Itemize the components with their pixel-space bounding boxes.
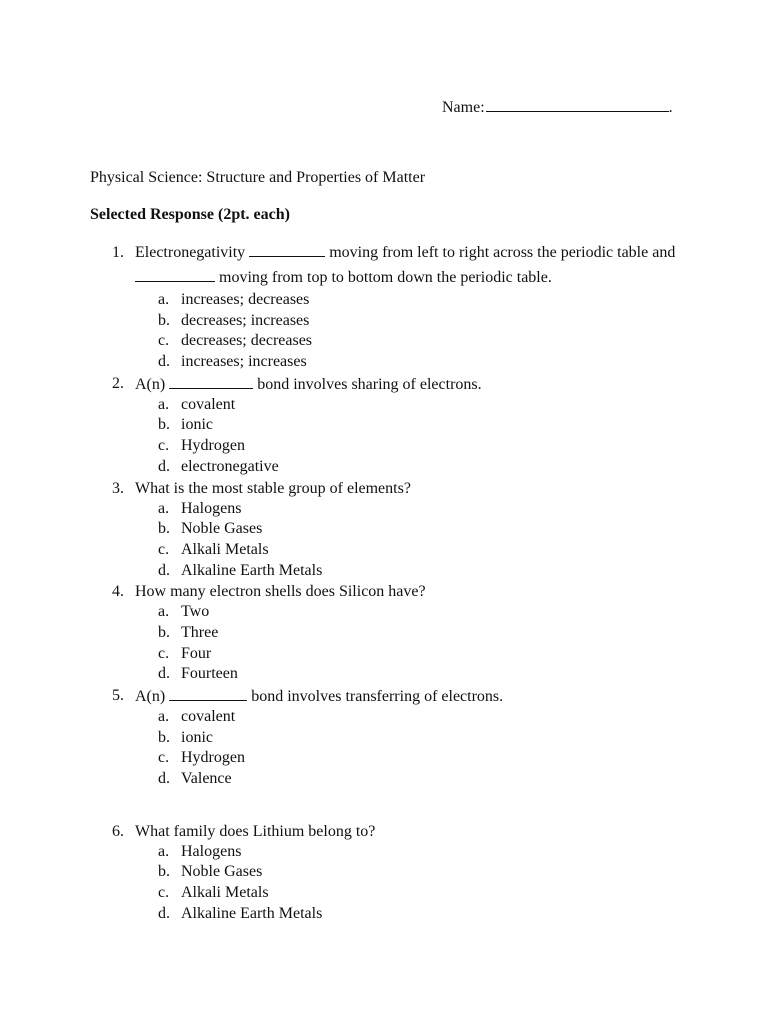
option-letter: d. (158, 904, 170, 922)
answer-blank (249, 241, 325, 257)
question-text (135, 685, 708, 707)
option-text: decreases; decreases (181, 332, 313, 350)
option-d (0, 561, 768, 582)
question-text-part: How many electron shells does Silicon have? (135, 583, 426, 601)
option-text: Fourteen (181, 665, 238, 683)
question-3 (0, 478, 768, 582)
option-letter: c. (158, 644, 170, 662)
option-c (0, 331, 768, 352)
option-text: covalent (181, 708, 236, 725)
question-4 (0, 581, 768, 685)
option-letter: c. (158, 540, 170, 558)
option-text: increases; decreases (181, 291, 310, 308)
question-list (0, 240, 768, 925)
option-text: Hydrogen (181, 437, 245, 455)
question-text (135, 373, 708, 395)
option-letter: b. (158, 311, 170, 329)
option-text: Four (181, 644, 212, 662)
answer-blank (169, 373, 253, 389)
spacer (0, 790, 768, 821)
option-a (0, 290, 768, 311)
option-letter: c. (158, 884, 170, 902)
option-text: Alkali Metals (181, 540, 269, 558)
question-text-part: A(n) (135, 688, 170, 705)
option-a (0, 707, 768, 728)
question-text-part: What is the most stable group of elements? (135, 479, 411, 497)
option-text: Two (181, 603, 210, 621)
option-b (0, 415, 768, 436)
option-b (0, 862, 768, 883)
option-letter: b. (158, 416, 170, 434)
name-field (442, 95, 673, 118)
option-a (0, 499, 768, 520)
question-number: 1. (112, 244, 124, 261)
option-d (0, 457, 768, 478)
option-letter: a. (158, 395, 170, 413)
option-c (0, 644, 768, 665)
option-text: Noble Gases (181, 520, 263, 538)
option-c (0, 883, 768, 904)
option-letter: b. (158, 863, 170, 881)
question-number: 3. (112, 479, 124, 497)
question-6 (0, 821, 768, 925)
option-text: Halogens (181, 842, 242, 860)
answer-blank (135, 266, 215, 282)
option-text: increases; increases (181, 353, 307, 371)
option-letter: a. (158, 603, 170, 621)
question-text-part: moving from top to bottom down the periodic table. (215, 269, 552, 286)
option-letter: d. (158, 665, 170, 683)
option-letter: a. (158, 291, 170, 308)
option-d (0, 664, 768, 685)
option-d (0, 352, 768, 373)
option-letter: a. (158, 708, 170, 725)
option-d (0, 769, 768, 790)
question-text (135, 240, 708, 290)
option-text: Alkaline Earth Metals (181, 904, 323, 922)
option-text: ionic (181, 416, 213, 434)
option-letter: a. (158, 842, 170, 860)
option-letter: d. (158, 770, 170, 788)
option-letter: b. (158, 728, 170, 746)
question-text (135, 581, 708, 602)
question-number: 6. (112, 822, 124, 840)
worksheet-title: Physical Science: Structure and Properties of Matter (90, 169, 426, 186)
option-letter: d. (158, 457, 170, 475)
option-text: ionic (181, 728, 213, 746)
option-c (0, 436, 768, 457)
question-text-part: A(n) (135, 375, 170, 393)
option-text: Hydrogen (181, 749, 245, 767)
question-2 (0, 373, 768, 478)
option-text: Alkali Metals (181, 884, 269, 902)
option-b (0, 311, 768, 332)
question-text-part: moving from left to right across the periodic table and (325, 244, 676, 261)
question-text-part: Electronegativity (135, 244, 250, 261)
option-d (0, 904, 768, 925)
option-text: Valence (181, 770, 232, 788)
question-5 (0, 685, 768, 790)
name-label: Name: (442, 99, 485, 116)
question-text-part: What family does Lithium belong to? (135, 822, 376, 840)
option-text: Alkaline Earth Metals (181, 561, 323, 579)
option-letter: c. (158, 332, 170, 350)
question-text-part: bond involves sharing of electrons. (253, 375, 482, 393)
option-text: Halogens (181, 499, 242, 517)
section-heading: Selected Response (2pt. each) (90, 206, 290, 223)
question-number: 2. (112, 374, 124, 392)
name-suffix: . (668, 99, 673, 116)
option-a (0, 842, 768, 863)
option-text: decreases; increases (181, 311, 310, 329)
option-c (0, 748, 768, 769)
option-b (0, 728, 768, 749)
option-text: covalent (181, 395, 236, 413)
option-b (0, 519, 768, 540)
option-letter: c. (158, 437, 170, 455)
option-text: Noble Gases (181, 863, 263, 881)
question-text (135, 821, 708, 842)
question-1 (0, 240, 768, 373)
question-text-part: bond involves transferring of electrons. (247, 688, 504, 705)
option-letter: d. (158, 561, 170, 579)
option-letter: b. (158, 520, 170, 538)
question-text (135, 478, 708, 499)
question-number: 5. (112, 687, 124, 704)
option-b (0, 623, 768, 644)
option-letter: c. (158, 749, 170, 767)
option-letter: b. (158, 623, 170, 641)
option-letter: d. (158, 353, 170, 371)
option-text: Three (181, 623, 219, 641)
answer-blank (169, 685, 247, 701)
name-blank-line (486, 95, 669, 112)
option-c (0, 540, 768, 561)
question-number: 4. (112, 583, 124, 601)
option-a (0, 395, 768, 416)
option-text: electronegative (181, 457, 279, 475)
option-a (0, 602, 768, 623)
option-letter: a. (158, 499, 170, 517)
